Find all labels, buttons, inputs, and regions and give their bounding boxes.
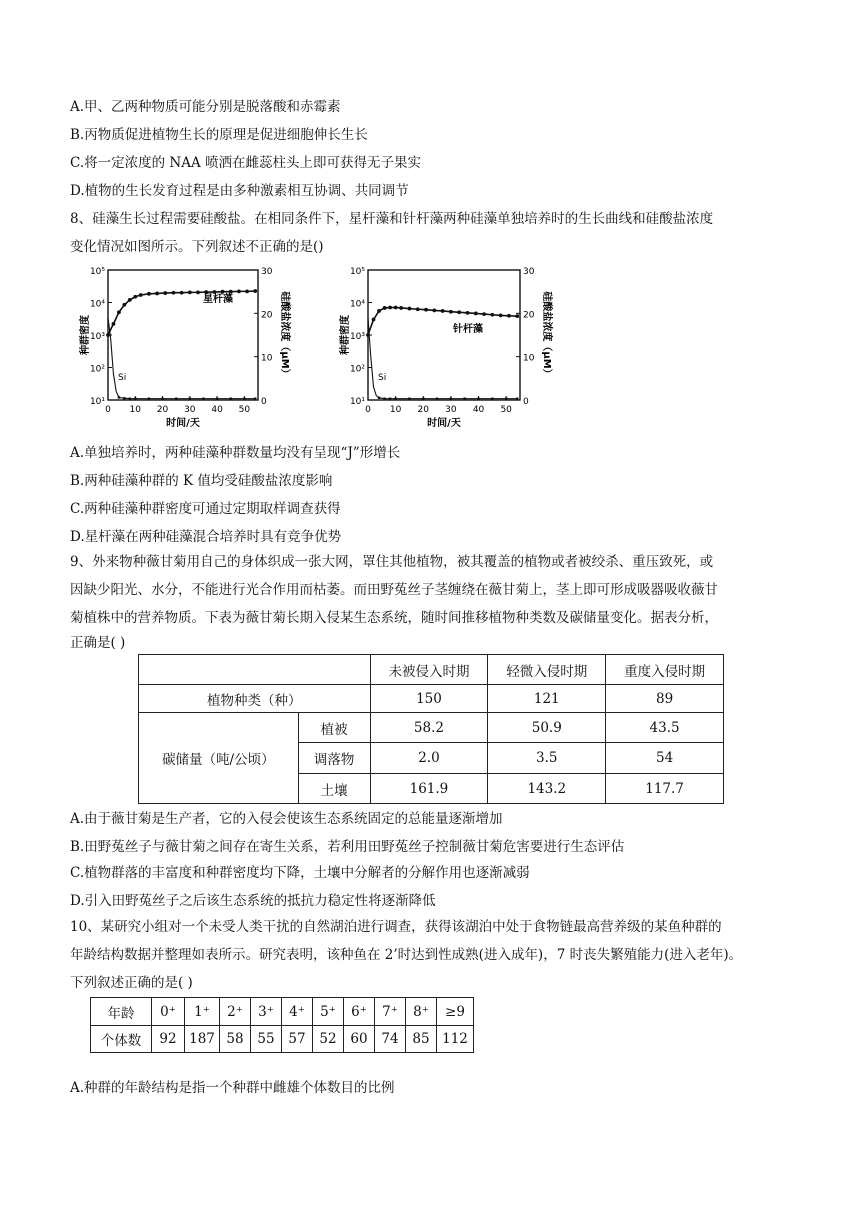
y2-tick-label: 10 — [523, 353, 535, 364]
count-row-label: 个体数 — [91, 1026, 152, 1053]
population-point — [237, 289, 241, 293]
y-tick-label: 10¹ — [89, 397, 105, 407]
x-tick-label: 0 — [105, 405, 111, 415]
species-annotation: 针杆藻 — [453, 324, 483, 335]
y-tick-label: 10⁴ — [89, 299, 105, 310]
q8-stem-line-2: 变化情况如图所示。下列叙述不正确的是() — [70, 239, 324, 255]
population-point — [172, 291, 176, 295]
plot-frame — [368, 270, 520, 400]
population-point — [441, 309, 445, 313]
q10-option-a: A.种群的年龄结构是指一个种群中雌雄个体数目的比例 — [70, 1080, 395, 1096]
population-point — [507, 314, 511, 318]
q10-age-table — [90, 997, 474, 1053]
population-point — [155, 292, 159, 296]
population-point — [416, 307, 420, 311]
x-tick-label: 10 — [129, 405, 141, 415]
y2-axis-label: 硅酸盐浓度（μM） — [279, 291, 290, 379]
y-tick-label: 10⁵ — [349, 267, 365, 277]
count-cell: 60 — [344, 1026, 375, 1053]
y-tick-label: 10² — [349, 364, 365, 375]
silicate-point — [383, 398, 385, 400]
q9-option-d: D.引入田野菟丝子之后该生态系统的抵抗力稳定性将逐渐降低 — [70, 893, 436, 909]
population-point — [196, 290, 200, 294]
plot-frame — [108, 270, 258, 400]
q7-option-a: A.甲、乙两种物质可能分别是脱落酸和赤霉素 — [70, 99, 341, 115]
q9-option-b: B.田野菟丝子与薇甘菊之间存在寄生关系，若利用田野菟丝子控制薇甘菊危害要进行生态评估 — [70, 839, 625, 855]
population-point — [394, 306, 398, 310]
silicate-point — [189, 398, 191, 400]
y-axis-label: 种群密度 — [80, 315, 91, 355]
cell-soil-0: 161.9 — [370, 774, 488, 804]
silicate-point — [464, 398, 466, 400]
q8-option-c: C.两种硅藻种群密度可通过定期取样调查获得 — [70, 501, 341, 517]
silicate-point — [516, 398, 518, 400]
chart-needle-diatom — [338, 267, 554, 429]
count-cell: 55 — [251, 1026, 282, 1053]
x-tick-label: 0 — [365, 405, 371, 415]
row-label-species: 植物种类（种） — [139, 685, 371, 713]
population-point — [388, 306, 392, 310]
x-tick-label: 50 — [238, 405, 251, 415]
silicate-point — [230, 398, 232, 400]
count-cell: 58 — [220, 1026, 251, 1053]
y-axis-label: 种群密度 — [340, 315, 351, 355]
silicate-point — [394, 398, 396, 400]
silicate-point — [161, 398, 163, 400]
cell-litter-0: 2.0 — [370, 743, 488, 774]
count-cell: 74 — [375, 1026, 406, 1053]
y2-axis-label: 硅酸盐浓度（μM） — [541, 291, 552, 379]
q10-stem-line-1: 10、某研究小组对一个未受人类干扰的自然湖泊进行调查，获得该湖泊中处于食物链最高营养级的某鱼种群的 — [70, 919, 722, 935]
count-cell: 187 — [185, 1026, 220, 1053]
silicate-point — [408, 398, 410, 400]
population-point — [466, 311, 470, 315]
q8-charts-svg — [78, 260, 552, 436]
age-cell: 2⁺ — [220, 998, 251, 1026]
cell-vegetation-1: 50.9 — [488, 713, 606, 743]
silicate-point — [175, 398, 177, 400]
silicate-line — [108, 318, 255, 399]
y2-tick-label: 0 — [523, 397, 529, 407]
y2-tick-label: 0 — [261, 397, 267, 407]
header-uninvaded: 未被侵入时期 — [370, 655, 488, 685]
population-point — [147, 292, 151, 296]
y-tick-label: 10² — [89, 364, 105, 375]
age-cell: 7⁺ — [375, 998, 406, 1026]
silicate-point — [491, 398, 493, 400]
x-tick-label: 40 — [472, 405, 485, 415]
cell-soil-2: 117.7 — [606, 774, 724, 804]
age-cell: 0⁺ — [152, 998, 185, 1026]
age-cell: 8⁺ — [406, 998, 437, 1026]
silicate-point — [148, 398, 150, 400]
q9-stem-line-1: 9、外来物种薇甘菊用自己的身体织成一张大网，罩住其他植物，被其覆盖的植物或者被绞杀、重压致死，或 — [70, 554, 714, 570]
x-axis-label: 时间/天 — [166, 418, 200, 429]
q8-stem-line-1: 8、硅藻生长过程需要硅酸盐。在相同条件下，星杆藻和针杆藻两种硅藻单独培养时的生长曲线和硅酸盐浓度 — [70, 211, 714, 227]
y-tick-label: 10³ — [89, 332, 105, 342]
silicate-point — [254, 398, 256, 400]
header-heavy-invasion: 重度入侵时期 — [606, 655, 724, 685]
silicate-point — [243, 398, 245, 400]
silicate-point — [216, 398, 218, 400]
q9-stem-line-2: 因缺少阳光、水分，不能进行光合作用而枯萎。而田野菟丝子茎缠绕在薇甘菊上，茎上即可形成吸器吸收薇甘 — [70, 582, 718, 598]
y-tick-label: 10³ — [349, 332, 365, 342]
population-point — [128, 298, 132, 302]
population-point — [163, 291, 167, 295]
row-label-litter: 调落物 — [298, 743, 370, 774]
population-point — [399, 306, 403, 310]
cell-soil-1: 143.2 — [488, 774, 606, 804]
cell-litter-1: 3.5 — [488, 743, 606, 774]
population-point — [499, 314, 503, 318]
y-tick-label: 10¹ — [349, 397, 365, 407]
population-line — [108, 291, 255, 335]
q8-option-a: A.单独培养时，两种硅藻种群数量均没有呈现“J”形增长 — [70, 445, 401, 461]
species-annotation: 星杆藻 — [203, 294, 233, 305]
si-annotation: Si — [118, 373, 127, 383]
count-cell: 85 — [406, 1026, 437, 1053]
y-tick-label: 10⁵ — [89, 267, 105, 277]
header-light-invasion: 轻微入侵时期 — [488, 655, 606, 685]
silicate-point — [118, 396, 120, 398]
silicate-line — [368, 318, 517, 399]
x-tick-label: 20 — [417, 405, 429, 415]
cell-vegetation-2: 43.5 — [606, 713, 724, 743]
silicate-point — [134, 398, 136, 400]
q7-option-d: D.植物的生长发育过程是由多种激素相互协调、共同调节 — [70, 183, 409, 199]
population-point — [139, 293, 143, 297]
age-cell: ≥9 — [437, 998, 474, 1026]
count-row — [91, 1026, 474, 1053]
age-cell: 3⁺ — [251, 998, 282, 1026]
age-row — [91, 998, 474, 1026]
count-cell: 57 — [282, 1026, 313, 1053]
cell-litter-2: 54 — [606, 743, 724, 774]
si-annotation: Si — [378, 373, 387, 383]
population-point — [457, 310, 461, 314]
x-tick-label: 10 — [389, 405, 402, 415]
y2-tick-label: 30 — [523, 267, 535, 277]
population-point — [117, 310, 121, 314]
cell-species-1: 121 — [488, 685, 606, 713]
population-point — [424, 308, 428, 312]
population-point — [106, 333, 110, 337]
age-cell: 6⁺ — [344, 998, 375, 1026]
silicate-point — [202, 398, 204, 400]
population-point — [490, 313, 494, 317]
y2-tick-label: 20 — [261, 310, 273, 321]
y2-tick-label: 20 — [523, 310, 535, 321]
x-tick-label: 50 — [500, 405, 512, 415]
age-cell: 1⁺ — [185, 998, 220, 1026]
q8-figure — [78, 260, 552, 440]
q9-option-c: C.植物群落的丰富度和种群密度均下降，土壤中分解者的分解作用也逐渐减弱 — [70, 865, 530, 881]
q9-carbon-table — [138, 654, 724, 804]
q9-stem-line-3: 菊植株中的营养物质。下表为薇甘菊长期入侵某生态系统，随时间推移植物种类数及碳储量变化。据表分析， — [70, 610, 718, 626]
table-corner — [139, 655, 371, 685]
silicate-point — [422, 398, 424, 400]
count-cell: 92 — [152, 1026, 185, 1053]
cell-species-2: 89 — [606, 685, 724, 713]
silicate-point — [477, 398, 479, 400]
row-label-soil: 土壤 — [298, 774, 370, 804]
population-point — [188, 290, 192, 294]
y2-tick-label: 30 — [261, 267, 273, 277]
population-point — [377, 309, 381, 313]
q9-option-a: A.由于薇甘菊是生产者，它的入侵会使该生态系统固定的总能量逐渐增加 — [70, 811, 503, 827]
silicate-point — [378, 397, 380, 399]
q7-option-b: B.丙物质促进植物生长的原理是促进细胞伸长生长 — [70, 127, 368, 143]
age-row-label: 年龄 — [91, 998, 152, 1026]
population-point — [122, 303, 126, 307]
population-point — [245, 289, 249, 293]
y-tick-label: 10⁴ — [349, 299, 365, 310]
population-point — [383, 306, 387, 310]
population-point — [449, 310, 453, 314]
silicate-point — [505, 398, 507, 400]
silicate-point — [123, 397, 125, 399]
count-cell: 112 — [437, 1026, 474, 1053]
population-point — [432, 309, 436, 313]
x-tick-label: 40 — [211, 405, 223, 415]
q7-option-c: C.将一定浓度的 NAA 喷洒在雌蕊柱头上即可获得无子果实 — [70, 155, 422, 171]
population-point — [474, 312, 478, 316]
chart-star-diatom — [78, 267, 292, 429]
cell-species-0: 150 — [370, 685, 488, 713]
silicate-point — [389, 398, 391, 400]
silicate-point — [436, 398, 438, 400]
q9-stem-line-4: 正确是( ) — [70, 635, 126, 651]
q10-stem-line-2: 年龄结构数据并整理如表所示。研究表明，该种鱼在 2’时达到性成熟(进入成年)，7 时丧失繁殖能力(进入老年)。 — [70, 947, 743, 963]
q10-stem-line-3: 下列叙述正确的是( ) — [70, 975, 193, 991]
age-cell: 4⁺ — [282, 998, 313, 1026]
x-tick-label: 30 — [445, 405, 457, 415]
q8-option-b: B.两种硅藻种群的 K 值均受硅酸盐浓度影响 — [70, 473, 333, 489]
row-label-carbon: 碳储量（吨/公顷） — [139, 713, 299, 804]
population-point — [372, 318, 376, 322]
x-axis-label: 时间/天 — [427, 418, 461, 429]
silicate-point — [129, 398, 131, 400]
population-point — [515, 314, 519, 318]
row-label-vegetation: 植被 — [298, 713, 370, 743]
population-point — [408, 307, 412, 311]
population-point — [180, 291, 184, 295]
silicate-point — [450, 398, 452, 400]
cell-vegetation-0: 58.2 — [370, 713, 488, 743]
q8-option-d: D.星杆藻在两种硅藻混合培养时具有竞争优势 — [70, 529, 342, 545]
population-point — [112, 322, 116, 326]
age-cell: 5⁺ — [313, 998, 344, 1026]
x-tick-label: 20 — [156, 405, 169, 415]
x-tick-label: 30 — [184, 405, 196, 415]
population-point — [253, 289, 257, 293]
y2-tick-label: 10 — [261, 353, 273, 364]
population-point — [133, 295, 137, 299]
population-point — [482, 312, 486, 316]
count-cell: 52 — [313, 1026, 344, 1053]
